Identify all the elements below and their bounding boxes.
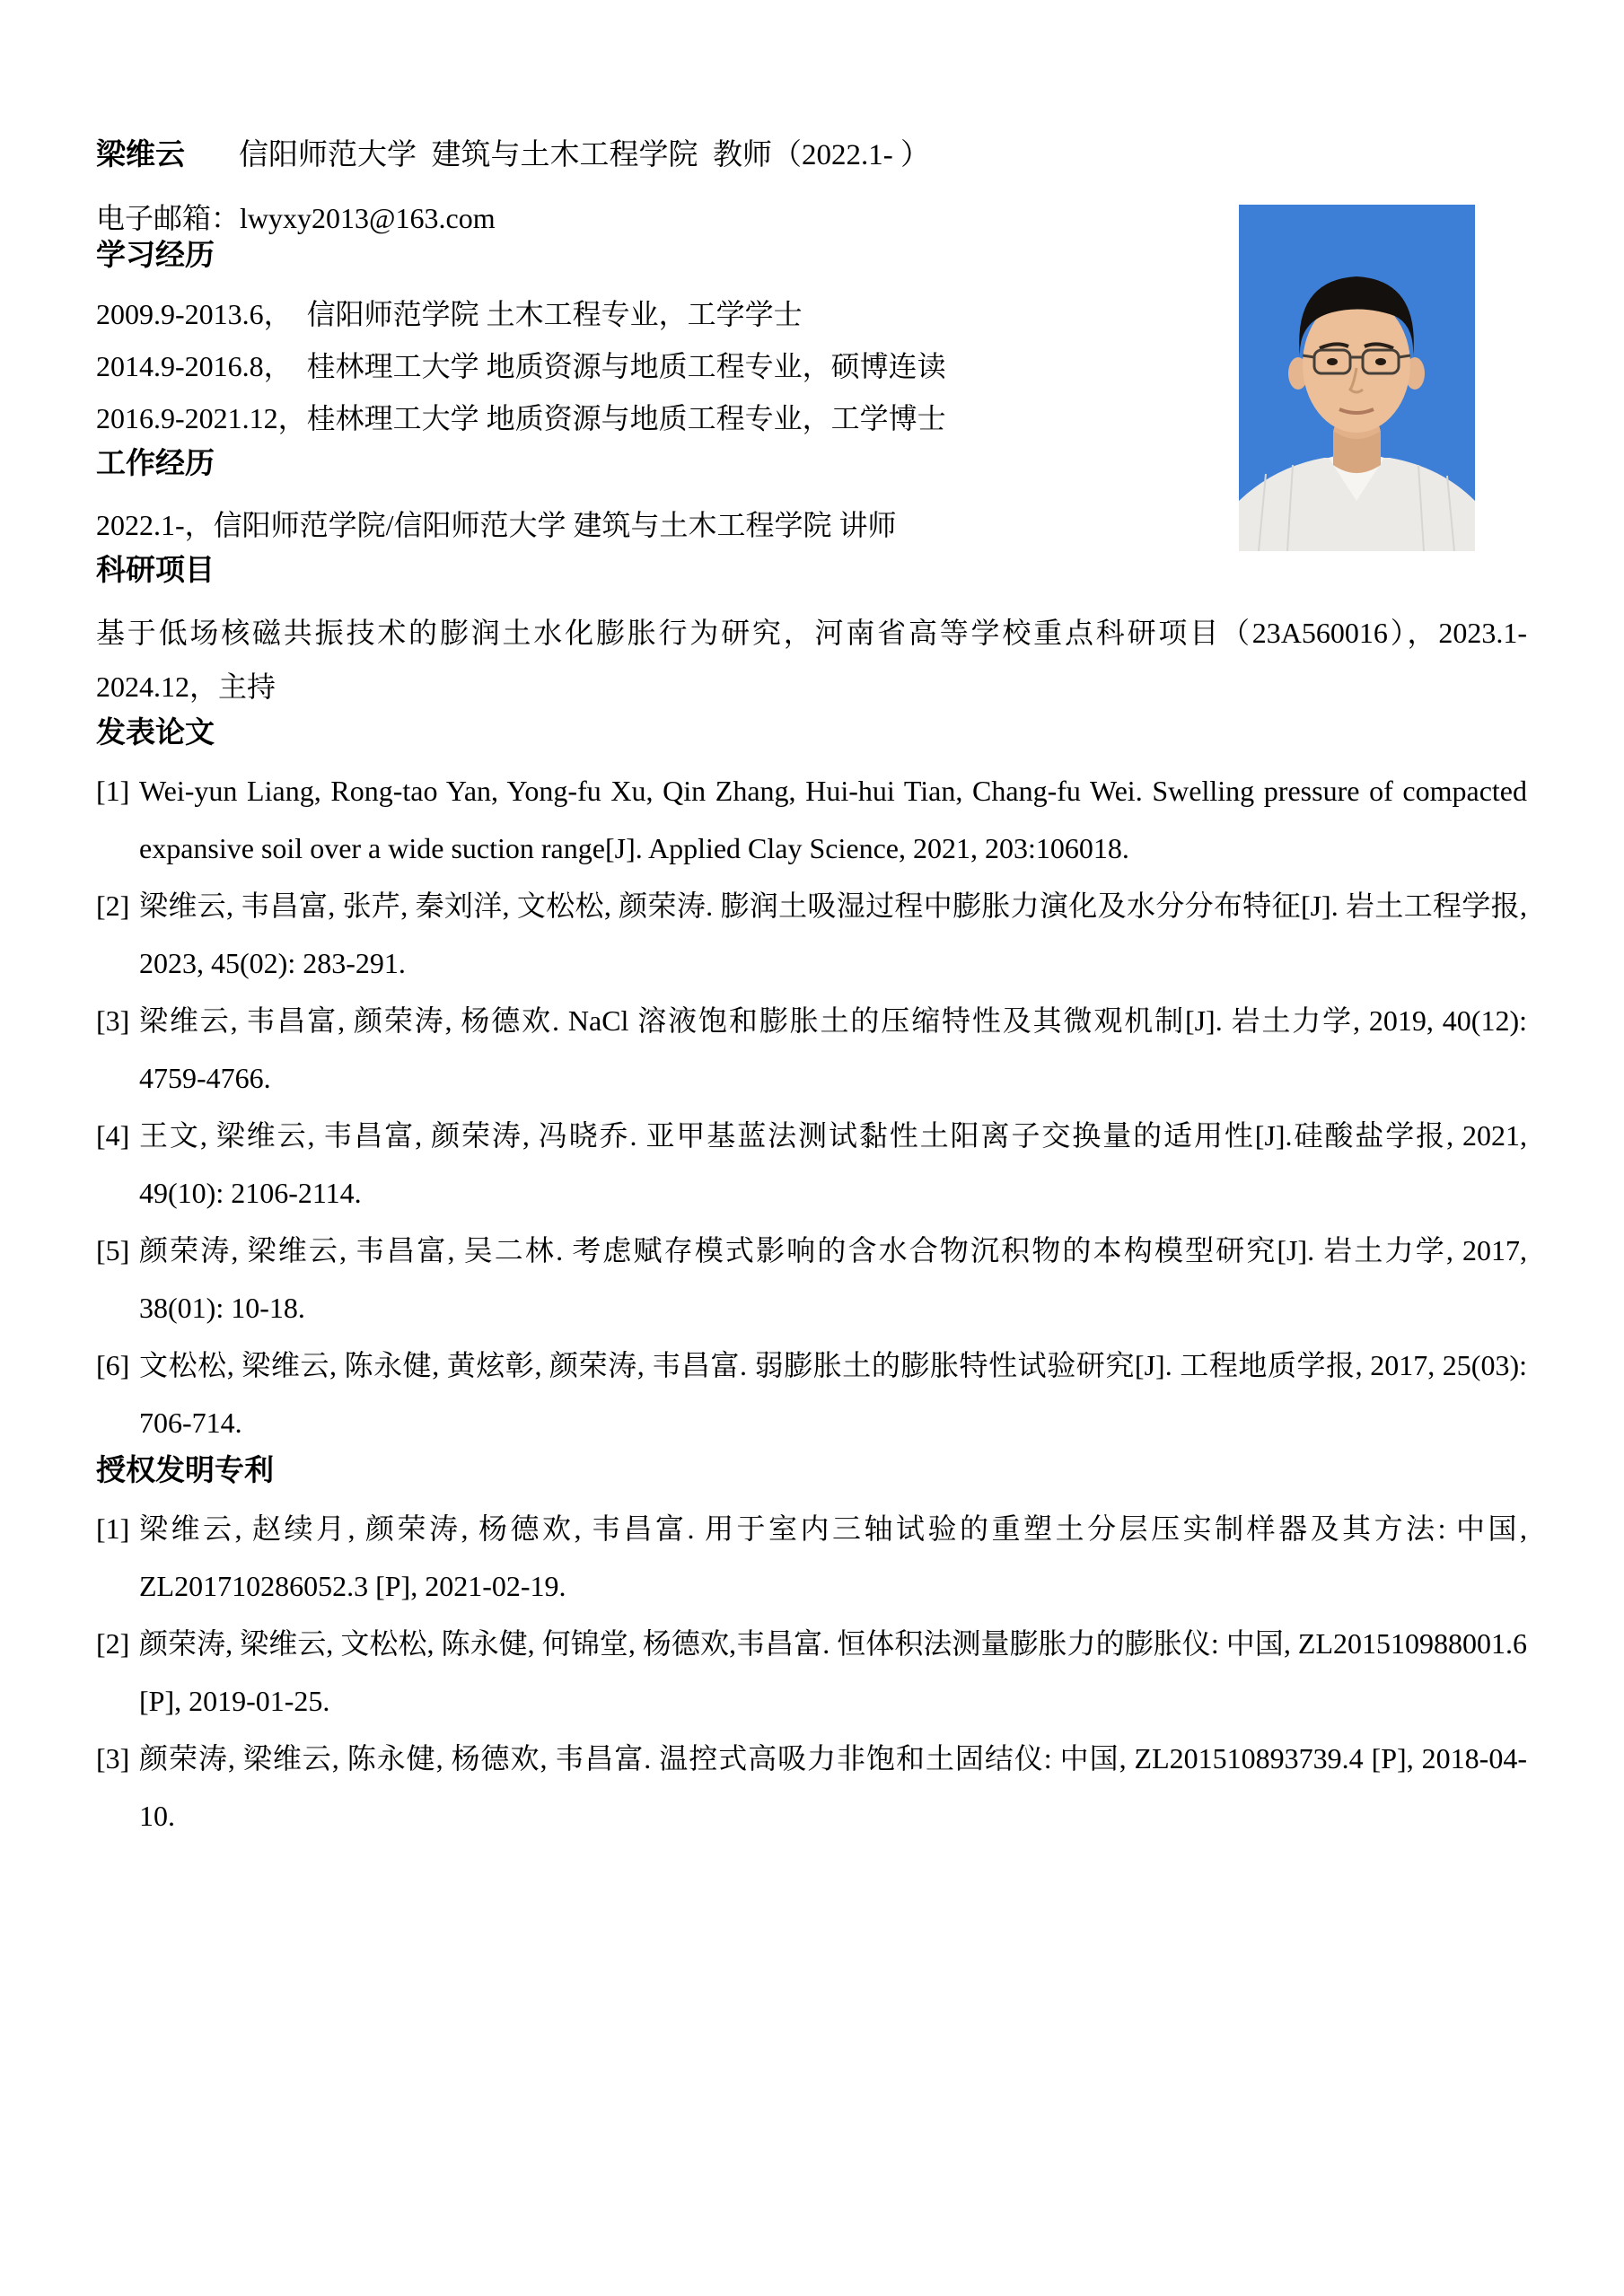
publication-text: Wei-yun Liang, Rong-tao Yan, Yong-fu Xu, Qin Zhang, Hui-hui Tian, Chang-fu Wei. Swelling pressure of compacted expansive soil over a wide suction range[J]. Applied Clay Science, 2021, 203:106018. <box>139 775 1534 864</box>
publication-item <box>96 1336 1534 1451</box>
ref-number: [1] <box>96 1512 130 1545</box>
email-value: lwyxy2013@163.com <box>240 202 496 234</box>
section-title-publications: 发表论文 <box>96 717 215 749</box>
section-title-work: 工作经历 <box>96 448 215 480</box>
section-title-education: 学习经历 <box>96 240 215 272</box>
section-title-projects: 科研项目 <box>96 555 215 587</box>
publication-text: 颜荣涛, 梁维云, 韦昌富, 吴二林. 考虑赋存模式影响的含水合物沉积物的本构模型研究[J]. 岩土力学, 2017, 38(01): 10-18. <box>139 1234 1534 1324</box>
publication-item <box>96 992 1534 1107</box>
education-item: 2009.9-2013.6， 信阳师范学院 土木工程专业，工学学士 <box>96 298 803 330</box>
publication-item <box>96 1222 1534 1336</box>
patent-item <box>96 1615 1534 1730</box>
patent-list <box>96 1500 1534 1845</box>
patent-text: 梁维云, 赵续月, 颜荣涛, 杨德欢, 韦昌富. 用于室内三轴试验的重塑土分层压实制样器及其方法: 中国, ZL201710286052.3 [P], 2021-02-19. <box>139 1512 1534 1602</box>
portrait-photo <box>1239 205 1475 551</box>
patent-text: 颜荣涛, 梁维云, 陈永健, 杨德欢, 韦昌富. 温控式高吸力非饱和土固结仪: 中国, ZL201510893739.4 [P], 2018-04-10. <box>139 1742 1527 1832</box>
publication-item <box>96 1107 1534 1222</box>
ref-number: [6] <box>96 1349 130 1381</box>
portrait-photo-graphic <box>1239 205 1475 551</box>
publication-item <box>96 877 1534 992</box>
ref-number: [4] <box>96 1119 130 1152</box>
work-item: 2022.1-，信阳师范学院/信阳师范大学 建筑与土木工程学院 讲师 <box>96 509 897 541</box>
ref-number: [1] <box>96 775 130 807</box>
publication-item <box>96 762 1534 877</box>
publication-text: 王文, 梁维云, 韦昌富, 颜荣涛, 冯晓乔. 亚甲基蓝法测试黏性土阳离子交换量的适用性[J].硅酸盐学报, 2021, 49(10): 2106-2114. <box>139 1119 1534 1209</box>
publication-text: 文松松, 梁维云, 陈永健, 黄炫彰, 颜荣涛, 韦昌富. 弱膨胀土的膨胀特性试验研究[J]. 工程地质学报, 2017, 25(03): 706-714. <box>139 1349 1534 1439</box>
education-item: 2016.9-2021.12，桂林理工大学 地质资源与地质工程专业，工学博士 <box>96 402 946 434</box>
ref-number: [3] <box>96 1742 130 1775</box>
publication-text: 梁维云, 韦昌富, 张芹, 秦刘洋, 文松松, 颜荣涛. 膨润土吸湿过程中膨胀力演化及水分分布特征[J]. 岩土工程学报, 2023, 45(02): 283-291. <box>139 889 1534 979</box>
person-name: 梁维云 <box>96 139 185 171</box>
patent-text: 颜荣涛, 梁维云, 文松松, 陈永健, 何锦堂, 杨德欢,韦昌富. 恒体积法测量膨胀力的膨胀仪: 中国, ZL201510988001.6 [P], 2019-01-25. <box>139 1627 1534 1717</box>
patent-item <box>96 1730 1527 1845</box>
project-item: 基于低场核磁共振技术的膨润土水化膨胀行为研究，河南省高等学校重点科研项目（23A560016），2023.1-2024.12，主持 <box>96 617 1527 703</box>
project-list <box>96 606 1527 714</box>
email-label: 电子邮箱： <box>96 202 241 234</box>
person-affiliation: 信阳师范大学 建筑与土木工程学院 教师（2022.1- ） <box>239 139 930 171</box>
ref-number: [2] <box>96 889 130 922</box>
publication-text: 梁维云, 韦昌富, 颜荣涛, 杨德欢. NaCl 溶液饱和膨胀土的压缩特性及其微观机制[J]. 岩土力学, 2019, 40(12): 4759-4766. <box>139 1004 1534 1094</box>
ref-number: [2] <box>96 1627 130 1660</box>
header-line <box>96 137 1527 173</box>
publication-list <box>96 762 1534 1451</box>
patent-item <box>96 1500 1534 1615</box>
section-title-patents: 授权发明专利 <box>96 1455 274 1487</box>
education-item: 2014.9-2016.8， 桂林理工大学 地质资源与地质工程专业，硕博连读 <box>96 350 946 382</box>
ref-number: [3] <box>96 1004 130 1037</box>
ref-number: [5] <box>96 1234 130 1266</box>
